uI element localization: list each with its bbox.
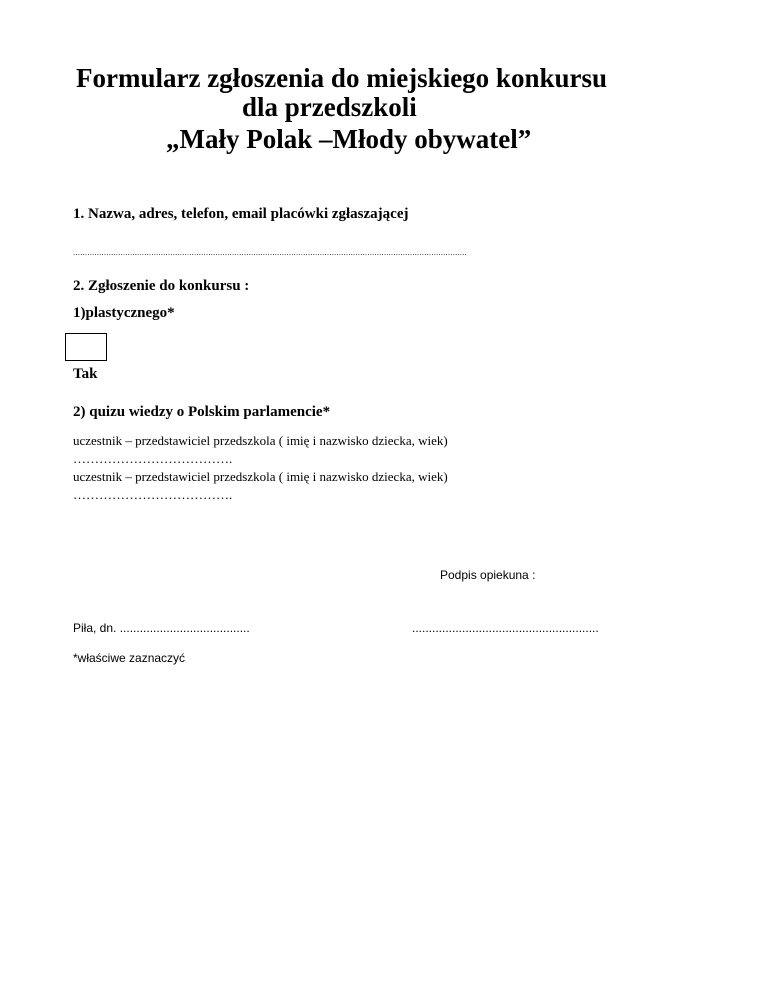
item-quiz: 2) quizu wiedzy o Polskim parlamencie* xyxy=(73,404,331,420)
section-1-heading: 1. Nazwa, adres, telefon, email placówki zgłaszającej xyxy=(73,206,409,222)
footnote: *właściwe zaznaczyć xyxy=(73,651,186,665)
section-2-heading: 2. Zgłoszenie do konkursu : xyxy=(73,278,250,294)
item-plastic: 1)plastycznego* xyxy=(73,305,175,321)
title-line-3: „Mały Polak –Młody obywatel” xyxy=(166,124,532,154)
participant-2-dots: ………………………………. xyxy=(73,487,233,502)
participant-1-text: uczestnik – przedstawiciel przedszkola ( imię i nazwisko dziecka, wiek) xyxy=(73,433,448,448)
participant-2-text: uczestnik – przedstawiciel przedszkola ( imię i nazwisko dziecka, wiek) xyxy=(73,469,448,484)
checkbox-label-tak: Tak xyxy=(73,366,98,382)
signature-label: Podpis opiekuna : xyxy=(440,568,536,582)
participant-1-dots: ………………………………. xyxy=(73,451,233,466)
place-date: Piła, dn. ....................................... xyxy=(73,621,250,635)
title-line-2: dla przedszkoli xyxy=(242,92,417,122)
signature-line: ........................................................ xyxy=(412,621,599,635)
title-line-1: Formularz zgłoszenia do miejskiego konkursu xyxy=(76,63,607,93)
section-1-dots: ...................................................................................................................................................................... xyxy=(73,248,467,257)
checkbox-plastic[interactable] xyxy=(65,333,107,361)
